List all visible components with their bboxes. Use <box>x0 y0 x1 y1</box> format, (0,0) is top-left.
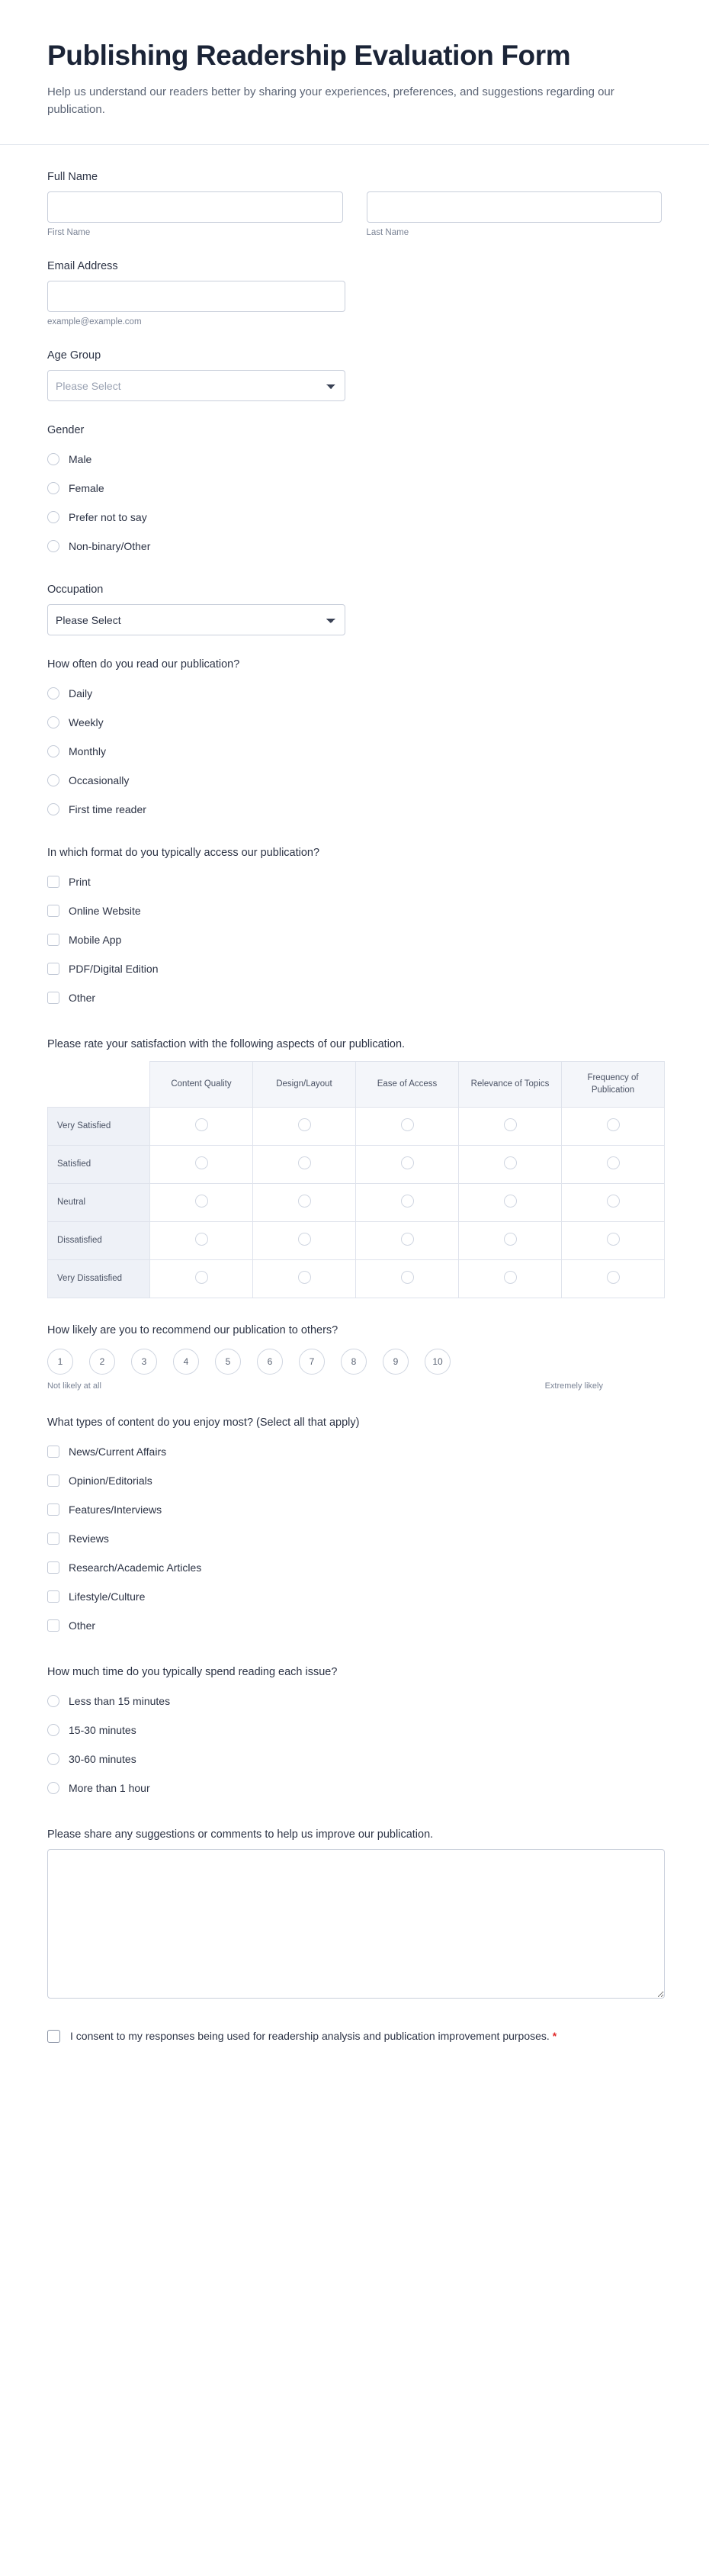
last-name-input[interactable] <box>367 191 662 223</box>
field-age-group <box>47 349 662 401</box>
format-option-pdf-digital-edition[interactable] <box>47 954 662 983</box>
matrix-cell[interactable] <box>150 1108 253 1146</box>
radio-icon[interactable] <box>401 1271 414 1284</box>
nps-option-3[interactable]: 3 <box>131 1349 157 1375</box>
checkbox-icon[interactable] <box>47 963 59 975</box>
radio-icon[interactable] <box>47 482 59 494</box>
format-option-label: PDF/Digital Edition <box>69 963 159 976</box>
consent-text: I consent to my responses being used for readership analysis and publication improvement purposes. <box>70 2030 550 2043</box>
matrix-corner-cell <box>48 1062 150 1108</box>
email-label: Email Address <box>47 260 118 273</box>
nps-option-9[interactable]: 9 <box>383 1349 409 1375</box>
matrix-row <box>48 1184 665 1222</box>
radio-icon[interactable] <box>401 1195 414 1208</box>
access-format-label: In which format do you typically access our publication? <box>47 847 320 860</box>
last-name-sublabel: Last Name <box>366 228 409 238</box>
checkbox-icon[interactable] <box>47 934 59 946</box>
radio-icon[interactable] <box>47 687 59 699</box>
matrix-row-neutral: Neutral <box>48 1184 150 1222</box>
age-group-select[interactable] <box>47 370 345 401</box>
reading-frequency-label: How often do you read our publication? <box>47 658 240 671</box>
matrix-cell[interactable] <box>253 1108 356 1146</box>
radio-icon[interactable] <box>47 1782 59 1794</box>
frequency-option-label: Occasionally <box>69 774 130 787</box>
checkbox-icon[interactable] <box>47 1590 59 1603</box>
content-type-option-label: Opinion/Editorials <box>69 1475 152 1487</box>
first-name-group <box>47 191 343 237</box>
matrix-cell[interactable] <box>150 1222 253 1260</box>
consent-label <box>70 2028 557 2044</box>
matrix-col-ease-of-access: Ease of Access <box>356 1062 459 1108</box>
gender-option-male[interactable] <box>47 445 662 474</box>
radio-icon[interactable] <box>47 1724 59 1736</box>
radio-icon[interactable] <box>47 774 59 786</box>
matrix-cell[interactable] <box>253 1260 356 1298</box>
matrix-col-design-layout: Design/Layout <box>253 1062 356 1108</box>
field-satisfaction-matrix <box>47 1038 662 1298</box>
content-type-option-label: Lifestyle/Culture <box>69 1590 146 1603</box>
format-option-mobile-app[interactable] <box>47 925 662 954</box>
matrix-cell[interactable] <box>562 1184 665 1222</box>
radio-icon[interactable] <box>47 745 59 757</box>
matrix-cell[interactable] <box>356 1222 459 1260</box>
radio-icon[interactable] <box>298 1271 311 1284</box>
checkbox-icon[interactable] <box>47 905 59 917</box>
radio-icon[interactable] <box>47 716 59 728</box>
gender-option-label: Female <box>69 482 104 495</box>
nps-option-1[interactable]: 1 <box>47 1349 73 1375</box>
radio-icon[interactable] <box>47 511 59 523</box>
satisfaction-matrix-label: Please rate your satisfaction with the following aspects of our publication. <box>47 1038 406 1051</box>
nps-scale <box>47 1349 662 1375</box>
frequency-option-label: Weekly <box>69 716 104 729</box>
format-option-label: Print <box>69 876 91 889</box>
matrix-row-dissatisfied: Dissatisfied <box>48 1222 150 1260</box>
content-type-option-research-academic-articles[interactable] <box>47 1553 662 1582</box>
matrix-cell[interactable] <box>253 1146 356 1184</box>
radio-icon[interactable] <box>607 1233 620 1246</box>
checkbox-icon[interactable] <box>47 1532 59 1545</box>
page-title: Publishing Readership Evaluation Form <box>47 40 571 71</box>
frequency-option-occasionally[interactable] <box>47 766 662 795</box>
radio-icon[interactable] <box>195 1271 208 1284</box>
first-name-sublabel: First Name <box>47 228 91 238</box>
radio-icon[interactable] <box>504 1271 517 1284</box>
matrix-cell[interactable] <box>356 1184 459 1222</box>
radio-icon[interactable] <box>607 1118 620 1131</box>
matrix-cell[interactable] <box>150 1184 253 1222</box>
radio-icon[interactable] <box>607 1156 620 1169</box>
matrix-cell[interactable] <box>562 1146 665 1184</box>
content-type-option-label: Research/Academic Articles <box>69 1561 202 1574</box>
frequency-option-weekly[interactable] <box>47 708 662 737</box>
matrix-cell[interactable] <box>253 1222 356 1260</box>
checkbox-icon[interactable] <box>47 1503 59 1516</box>
field-suggestions <box>47 1828 662 2002</box>
radio-icon[interactable] <box>195 1156 208 1169</box>
radio-icon[interactable] <box>607 1271 620 1284</box>
matrix-cell[interactable] <box>562 1108 665 1146</box>
nps-option-10[interactable]: 10 <box>425 1349 451 1375</box>
nps-high-label: Extremely likely <box>544 1381 603 1391</box>
occupation-label: Occupation <box>47 584 104 597</box>
content-type-option-label: Other <box>69 1619 96 1632</box>
reading-time-option-less-than-15-minutes[interactable] <box>47 1687 662 1716</box>
radio-icon[interactable] <box>47 540 59 552</box>
content-type-option-label: News/Current Affairs <box>69 1446 167 1458</box>
radio-icon[interactable] <box>47 1695 59 1707</box>
radio-icon[interactable] <box>47 1753 59 1765</box>
nps-option-6[interactable]: 6 <box>257 1349 283 1375</box>
field-reading-frequency <box>47 658 662 824</box>
matrix-cell[interactable] <box>150 1260 253 1298</box>
nps-option-2[interactable]: 2 <box>89 1349 115 1375</box>
radio-icon[interactable] <box>401 1156 414 1169</box>
frequency-option-label: Daily <box>69 687 93 700</box>
nps-option-7[interactable]: 7 <box>299 1349 325 1375</box>
format-option-label: Online Website <box>69 905 141 918</box>
gender-option-label: Non-binary/Other <box>69 540 151 553</box>
checkbox-icon[interactable] <box>47 1619 59 1632</box>
reading-time-option-15-30-minutes[interactable] <box>47 1716 662 1745</box>
content-type-option-news-current-affairs[interactable] <box>47 1437 662 1466</box>
radio-icon[interactable] <box>298 1156 311 1169</box>
matrix-col-frequency-of-publication: Frequency of Publication <box>562 1062 665 1108</box>
consent-checkbox-icon[interactable] <box>47 2030 60 2043</box>
suggestions-textarea[interactable] <box>47 1849 665 1999</box>
reading-time-option-30-60-minutes[interactable] <box>47 1745 662 1774</box>
matrix-col-content-quality: Content Quality <box>150 1062 253 1108</box>
consent-row[interactable] <box>47 2028 662 2044</box>
radio-icon[interactable] <box>401 1118 414 1131</box>
matrix-row-very-satisfied: Very Satisfied <box>48 1108 150 1146</box>
format-option-label: Mobile App <box>69 934 122 947</box>
form-header <box>0 0 709 145</box>
radio-icon[interactable] <box>298 1195 311 1208</box>
reading-time-option-label: More than 1 hour <box>69 1782 150 1795</box>
matrix-cell[interactable] <box>150 1146 253 1184</box>
page-subtitle: Help us understand our readers better by sharing your experiences, preferences, and suggestions regarding our publication. <box>47 85 614 116</box>
frequency-option-monthly[interactable] <box>47 737 662 766</box>
frequency-option-daily[interactable] <box>47 679 662 708</box>
field-reading-time <box>47 1666 662 1803</box>
reading-time-option-label: 30-60 minutes <box>69 1753 136 1766</box>
nps-low-label: Not likely at all <box>47 1381 101 1391</box>
nps-option-4[interactable]: 4 <box>173 1349 199 1375</box>
reading-time-label: How much time do you typically spend reading each issue? <box>47 1666 338 1679</box>
radio-icon[interactable] <box>298 1118 311 1131</box>
reading-time-option-label: 15-30 minutes <box>69 1724 136 1737</box>
radio-icon[interactable] <box>195 1233 208 1246</box>
matrix-row-very-dissatisfied: Very Dissatisfied <box>48 1260 150 1298</box>
matrix-cell[interactable] <box>459 1146 562 1184</box>
frequency-option-first-time-reader[interactable] <box>47 795 662 824</box>
nps-label: How likely are you to recommend our publication to others? <box>47 1324 338 1337</box>
radio-icon[interactable] <box>504 1195 517 1208</box>
email-sublabel: example@example.com <box>47 317 142 327</box>
matrix-row <box>48 1260 665 1298</box>
matrix-col-relevance-of-topics: Relevance of Topics <box>459 1062 562 1108</box>
matrix-cell[interactable] <box>356 1146 459 1184</box>
content-types-label: What types of content do you enjoy most? (Select all that apply) <box>47 1417 360 1430</box>
suggestions-label: Please share any suggestions or comments to help us improve our publication. <box>47 1828 434 1841</box>
checkbox-icon[interactable] <box>47 1475 59 1487</box>
matrix-cell[interactable] <box>459 1108 562 1146</box>
content-type-option-features-interviews[interactable] <box>47 1495 662 1524</box>
gender-label: Gender <box>47 424 85 437</box>
format-option-print[interactable] <box>47 867 662 896</box>
field-occupation <box>47 584 662 635</box>
reading-time-option-more-than-1-hour[interactable] <box>47 1774 662 1803</box>
content-type-option-reviews[interactable] <box>47 1524 662 1553</box>
matrix-row <box>48 1222 665 1260</box>
format-option-label: Other <box>69 992 96 1005</box>
field-full-name <box>47 171 662 237</box>
content-type-option-lifestyle-culture[interactable] <box>47 1582 662 1611</box>
satisfaction-matrix-table <box>47 1061 665 1298</box>
content-type-option-label: Features/Interviews <box>69 1503 162 1516</box>
radio-icon[interactable] <box>504 1118 517 1131</box>
checkbox-icon[interactable] <box>47 1446 59 1458</box>
field-nps <box>47 1324 662 1391</box>
field-access-format <box>47 847 662 1012</box>
format-option-other[interactable] <box>47 983 662 1012</box>
matrix-header-row <box>48 1062 665 1108</box>
radio-icon[interactable] <box>195 1118 208 1131</box>
nps-option-5[interactable]: 5 <box>215 1349 241 1375</box>
full-name-label: Full Name <box>47 171 98 184</box>
gender-option-female[interactable] <box>47 474 662 503</box>
reading-time-option-label: Less than 15 minutes <box>69 1695 171 1708</box>
checkbox-icon[interactable] <box>47 992 59 1004</box>
matrix-cell[interactable] <box>562 1260 665 1298</box>
field-content-types <box>47 1417 662 1640</box>
content-type-option-label: Reviews <box>69 1532 109 1545</box>
content-type-option-other[interactable] <box>47 1611 662 1640</box>
first-name-input[interactable] <box>47 191 343 223</box>
matrix-cell[interactable] <box>356 1260 459 1298</box>
radio-icon[interactable] <box>47 803 59 815</box>
matrix-cell[interactable] <box>356 1108 459 1146</box>
required-marker: * <box>552 2030 557 2043</box>
checkbox-icon[interactable] <box>47 1561 59 1574</box>
radio-icon[interactable] <box>47 453 59 465</box>
email-input[interactable] <box>47 281 345 312</box>
field-email <box>47 260 662 326</box>
gender-option-label: Male <box>69 453 92 466</box>
radio-icon[interactable] <box>298 1233 311 1246</box>
field-gender <box>47 424 662 561</box>
radio-icon[interactable] <box>504 1156 517 1169</box>
matrix-cell[interactable] <box>459 1184 562 1222</box>
radio-icon[interactable] <box>195 1195 208 1208</box>
matrix-cell[interactable] <box>253 1184 356 1222</box>
content-type-option-opinion-editorials[interactable] <box>47 1466 662 1495</box>
matrix-row <box>48 1108 665 1146</box>
matrix-row <box>48 1146 665 1184</box>
matrix-cell[interactable] <box>459 1260 562 1298</box>
nps-option-8[interactable]: 8 <box>341 1349 367 1375</box>
frequency-option-label: First time reader <box>69 803 146 816</box>
matrix-row-satisfied: Satisfied <box>48 1146 150 1184</box>
occupation-select[interactable] <box>47 604 345 635</box>
frequency-option-label: Monthly <box>69 745 107 758</box>
gender-option-label: Prefer not to say <box>69 511 147 524</box>
radio-icon[interactable] <box>607 1195 620 1208</box>
radio-icon[interactable] <box>504 1233 517 1246</box>
checkbox-icon[interactable] <box>47 876 59 888</box>
format-option-online-website[interactable] <box>47 896 662 925</box>
gender-option-prefer-not-to-say[interactable] <box>47 503 662 532</box>
matrix-cell[interactable] <box>459 1222 562 1260</box>
age-group-label: Age Group <box>47 349 101 362</box>
gender-option-non-binary-other[interactable] <box>47 532 662 561</box>
radio-icon[interactable] <box>401 1233 414 1246</box>
last-name-group <box>367 191 662 237</box>
matrix-cell[interactable] <box>562 1222 665 1260</box>
form-body <box>0 145 709 2090</box>
